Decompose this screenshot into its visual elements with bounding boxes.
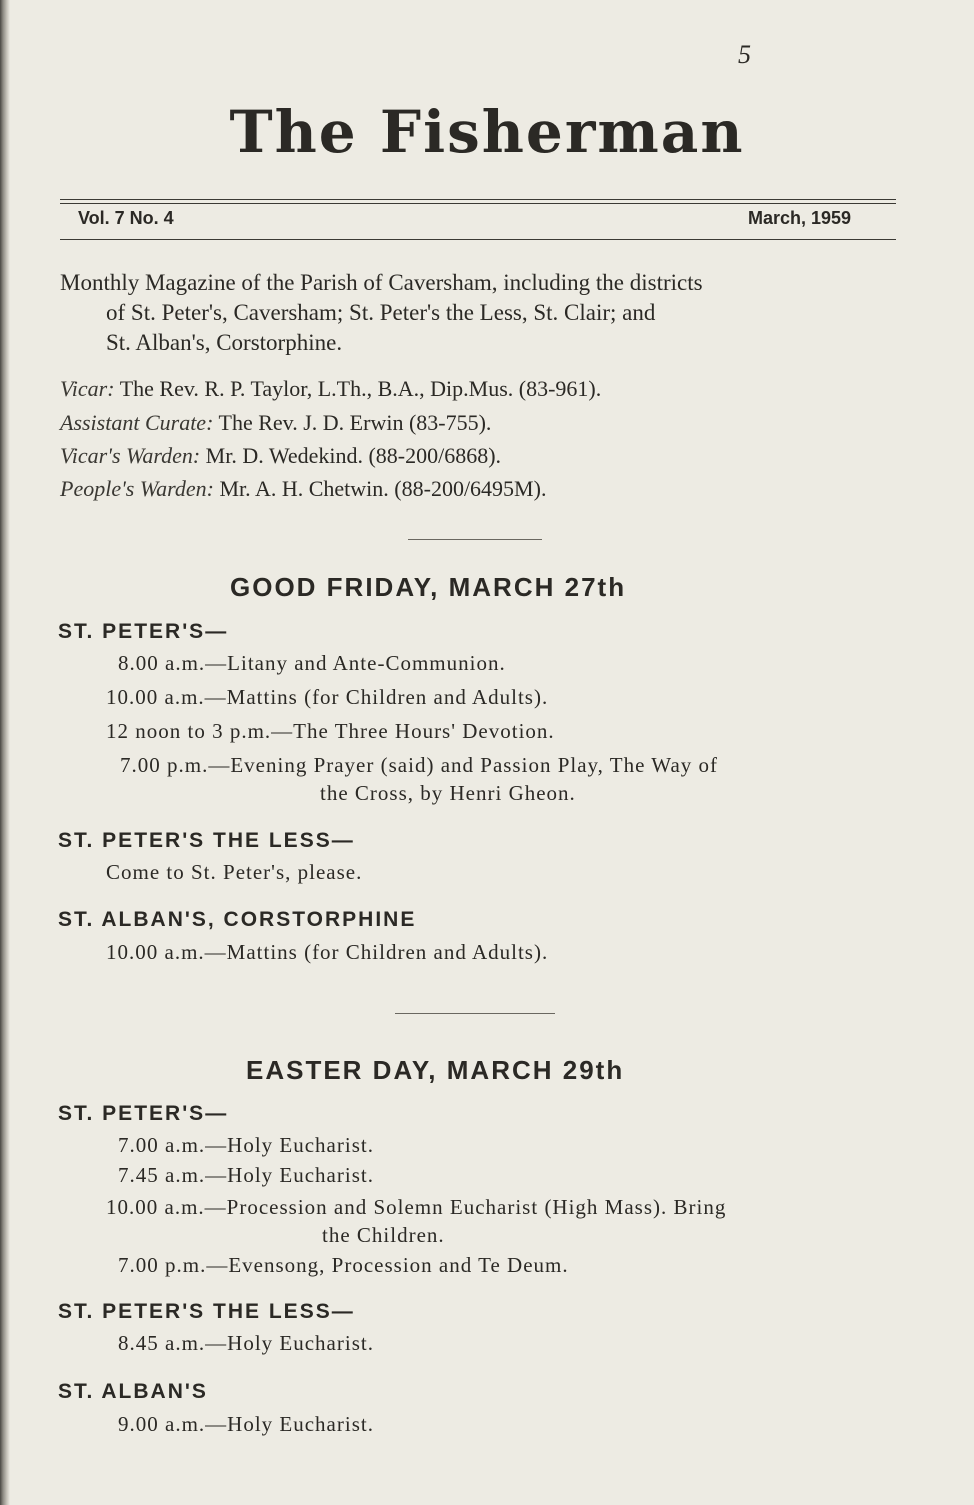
gf-st-albans-service: 10.00 a.m.—Mattins (for Children and Adults). [106, 940, 549, 964]
easter-day-heading: EASTER DAY, MARCH 29th [246, 1055, 625, 1085]
officer-peoples-warden [60, 476, 546, 502]
officer-vicar [60, 376, 601, 402]
ed-st-peters-service: 10.00 a.m.—Procession and Solemn Eucharist (High Mass). Bring [106, 1195, 727, 1219]
volume-number: Vol. 7 No. 4 [78, 208, 174, 228]
officer-role: People's Warden: [60, 476, 214, 501]
intro-line-3: St. Alban's, Corstorphine. [106, 330, 343, 355]
officer-vicars-warden [60, 443, 501, 469]
gf-st-peters-heading: ST. PETER'S— [58, 620, 229, 643]
intro-line-1: Monthly Magazine of the Parish of Caversham, including the districts [60, 270, 703, 295]
officer-assistant-curate [60, 410, 491, 436]
ed-st-peters-service: 7.45 a.m.—Holy Eucharist. [118, 1163, 374, 1187]
gf-st-peters-service: 8.00 a.m.—Litany and Ante-Communion. [118, 651, 506, 675]
officer-role: Assistant Curate: [60, 410, 214, 435]
page-number: 5 [738, 40, 751, 69]
masthead-top-rule-2 [60, 203, 896, 204]
ed-st-albans-service: 9.00 a.m.—Holy Eucharist. [118, 1412, 374, 1436]
ed-st-peters-service: 7.00 p.m.—Evensong, Procession and Te Deum. [118, 1253, 569, 1277]
gf-st-albans-heading: ST. ALBAN'S, CORSTORPHINE [58, 908, 417, 931]
ed-st-peters-less-service: 8.45 a.m.—Holy Eucharist. [118, 1331, 374, 1355]
ed-st-peters-service: 7.00 a.m.—Holy Eucharist. [118, 1133, 374, 1157]
section-separator [395, 1013, 555, 1014]
gf-st-peters-service: 7.00 p.m.—Evening Prayer (said) and Passion Play, The Way of [120, 753, 719, 777]
officer-role: Vicar: [60, 376, 115, 401]
officer-detail: The Rev. R. P. Taylor, L.Th., B.A., Dip.Mus. (83-961). [119, 376, 602, 401]
section-separator [408, 539, 542, 540]
officer-detail: Mr. A. H. Chetwin. (88-200/6495M). [219, 476, 547, 501]
ed-st-peters-heading: ST. PETER'S— [58, 1102, 229, 1125]
masthead-top-rule [60, 199, 896, 200]
officer-role: Vicar's Warden: [60, 443, 201, 468]
intro-line-2: of St. Peter's, Caversham; St. Peter's the Less, St. Clair; and [106, 300, 656, 325]
masthead-title: The Fisherman [229, 98, 745, 166]
officer-detail: Mr. D. Wedekind. (88-200/6868). [205, 443, 502, 468]
ed-st-albans-heading: ST. ALBAN'S [58, 1380, 208, 1403]
gf-st-peters-service: 12 noon to 3 p.m.—The Three Hours' Devotion. [106, 719, 555, 743]
gf-st-peters-less-heading: ST. PETER'S THE LESS— [58, 829, 355, 852]
gf-st-peters-less-service: Come to St. Peter's, please. [106, 860, 363, 884]
ed-st-peters-service: the Children. [322, 1223, 445, 1247]
officer-detail: The Rev. J. D. Erwin (83-755). [218, 410, 492, 435]
masthead-bottom-rule [60, 239, 896, 240]
good-friday-heading: GOOD FRIDAY, MARCH 27th [230, 572, 627, 602]
issue-date: March, 1959 [748, 208, 852, 228]
gf-st-peters-service: 10.00 a.m.—Mattins (for Children and Adults). [106, 685, 549, 709]
gf-st-peters-service: the Cross, by Henri Gheon. [320, 781, 576, 805]
ed-st-peters-less-heading: ST. PETER'S THE LESS— [58, 1300, 355, 1323]
binding-edge [0, 0, 10, 1505]
